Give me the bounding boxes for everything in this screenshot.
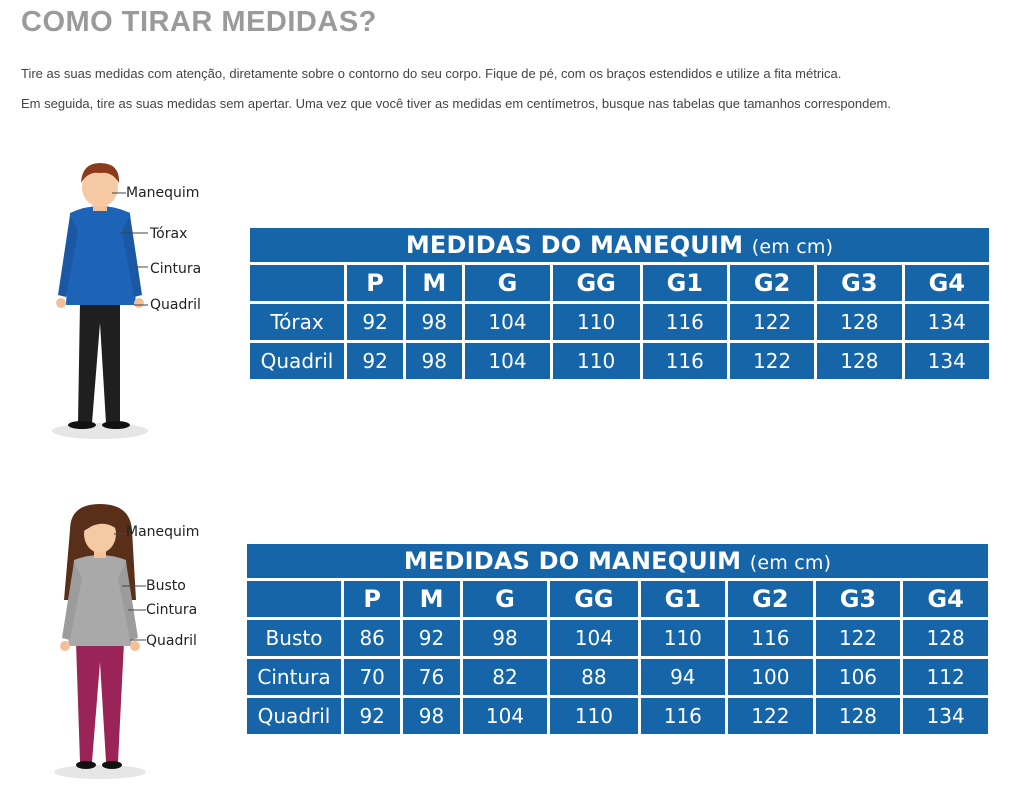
women-size-header: M xyxy=(403,581,459,617)
women-size-header: G4 xyxy=(903,581,988,617)
page-title: COMO TIRAR MEDIDAS? xyxy=(21,6,377,38)
table-cell: 106 xyxy=(816,659,901,695)
intro-paragraph-1: Tire as suas medidas com atenção, diretamente sobre o contorno do seu corpo. Fique de pé, com os braços estendidos e utilize a fita métrica. xyxy=(21,66,842,81)
table-cell: 92 xyxy=(347,304,403,340)
table-cell: 92 xyxy=(403,620,459,656)
women-table-title xyxy=(247,544,988,578)
men-size-header: G2 xyxy=(730,265,814,301)
men-table-header-row xyxy=(250,265,989,301)
table-cell: 134 xyxy=(905,304,989,340)
women-size-header: G xyxy=(463,581,548,617)
table-cell: 104 xyxy=(465,343,549,379)
table-cell: 122 xyxy=(728,698,813,734)
intro-paragraph-2: Em seguida, tire as suas medidas sem apertar. Uma vez que você tiver as medidas em centímetros, busque nas tabelas que tamanhos correspondem. xyxy=(21,96,891,111)
table-cell: 110 xyxy=(641,620,726,656)
women-table-corner xyxy=(247,581,341,617)
female-label-cintura: Cintura xyxy=(146,602,198,618)
table-cell: 92 xyxy=(344,698,400,734)
table-cell: 128 xyxy=(817,304,901,340)
male-label-torax: Tórax xyxy=(150,226,188,242)
female-mannequin-figure xyxy=(40,500,215,780)
women-row-label: Cintura xyxy=(247,659,341,695)
table-cell: 82 xyxy=(463,659,548,695)
female-label-manequim: Manequim xyxy=(126,524,200,540)
table-row xyxy=(247,620,988,656)
men-table-corner xyxy=(250,265,344,301)
men-table-title xyxy=(250,228,989,262)
female-label-busto: Busto xyxy=(146,578,186,594)
men-size-header: M xyxy=(406,265,462,301)
table-cell: 92 xyxy=(347,343,403,379)
men-row-label: Tórax xyxy=(250,304,344,340)
women-row-label: Busto xyxy=(247,620,341,656)
men-table-unit: (em cm) xyxy=(751,236,834,258)
table-cell: 104 xyxy=(463,698,548,734)
male-label-manequim: Manequim xyxy=(126,185,200,201)
table-cell: 128 xyxy=(816,698,901,734)
table-row xyxy=(247,659,988,695)
table-cell: 110 xyxy=(553,304,640,340)
women-row-label: Quadril xyxy=(247,698,341,734)
women-size-table xyxy=(244,541,991,737)
table-cell: 122 xyxy=(816,620,901,656)
men-row-label: Quadril xyxy=(250,343,344,379)
table-cell: 116 xyxy=(643,343,727,379)
women-size-header: GG xyxy=(550,581,637,617)
table-cell: 104 xyxy=(465,304,549,340)
table-cell: 128 xyxy=(903,620,988,656)
men-table-title-text: MEDIDAS DO MANEQUIM xyxy=(405,231,744,259)
table-cell: 94 xyxy=(641,659,726,695)
men-size-header: G1 xyxy=(643,265,727,301)
table-cell: 104 xyxy=(550,620,637,656)
table-cell: 116 xyxy=(641,698,726,734)
table-cell: 98 xyxy=(406,343,462,379)
table-cell: 76 xyxy=(403,659,459,695)
table-cell: 128 xyxy=(817,343,901,379)
table-cell: 116 xyxy=(728,620,813,656)
women-size-header: G3 xyxy=(816,581,901,617)
table-cell: 134 xyxy=(905,343,989,379)
men-size-header: GG xyxy=(553,265,640,301)
table-cell: 110 xyxy=(553,343,640,379)
female-label-quadril: Quadril xyxy=(146,633,197,649)
men-size-header: G3 xyxy=(817,265,901,301)
women-size-header: G2 xyxy=(728,581,813,617)
men-size-table xyxy=(247,225,992,382)
table-cell: 116 xyxy=(643,304,727,340)
table-cell: 70 xyxy=(344,659,400,695)
women-size-header: P xyxy=(344,581,400,617)
table-row xyxy=(250,304,989,340)
men-size-header: G xyxy=(465,265,549,301)
male-mannequin-figure xyxy=(40,155,215,445)
women-table-title-text: MEDIDAS DO MANEQUIM xyxy=(403,547,742,575)
table-row xyxy=(247,698,988,734)
table-cell: 112 xyxy=(903,659,988,695)
table-cell: 122 xyxy=(730,304,814,340)
table-row xyxy=(250,343,989,379)
male-label-cintura: Cintura xyxy=(150,261,202,277)
table-cell: 98 xyxy=(406,304,462,340)
table-cell: 88 xyxy=(550,659,637,695)
women-table-header-row xyxy=(247,581,988,617)
table-cell: 98 xyxy=(403,698,459,734)
men-size-header: G4 xyxy=(905,265,989,301)
table-cell: 122 xyxy=(730,343,814,379)
table-cell: 110 xyxy=(550,698,637,734)
male-label-quadril: Quadril xyxy=(150,297,201,313)
women-size-header: G1 xyxy=(641,581,726,617)
women-table-unit: (em cm) xyxy=(749,552,832,574)
table-cell: 98 xyxy=(463,620,548,656)
table-cell: 134 xyxy=(903,698,988,734)
table-cell: 100 xyxy=(728,659,813,695)
men-size-header: P xyxy=(347,265,403,301)
table-cell: 86 xyxy=(344,620,400,656)
